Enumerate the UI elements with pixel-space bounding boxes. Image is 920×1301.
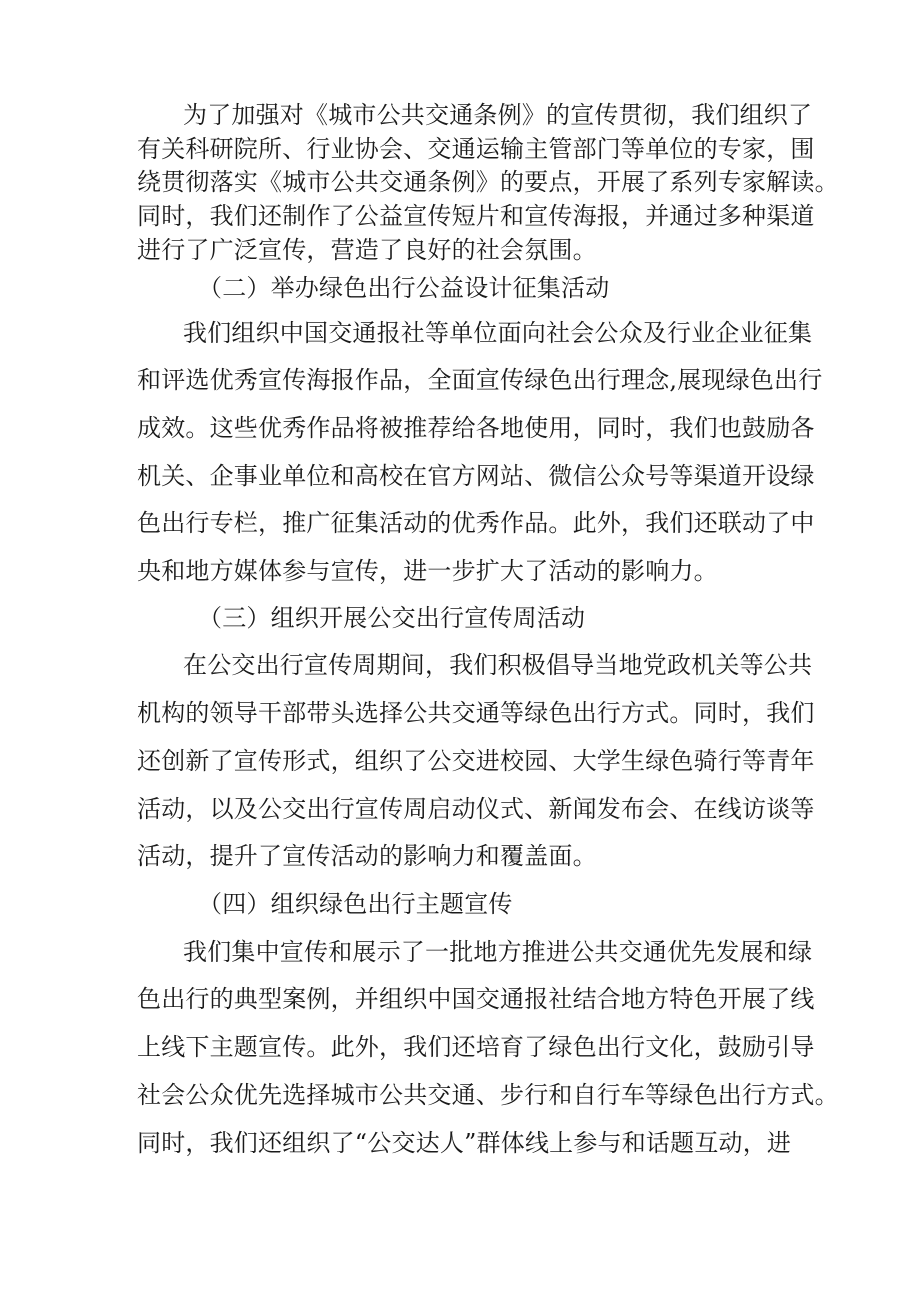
text-line: 我们集中宣传和展示了一批地方推进公共交通优先发展和绿: [183, 938, 813, 966]
section-heading-transit-week: （三）组织开展公交出行宣传周活动: [198, 604, 586, 632]
text-line: 活动，提升了宣传活动的影响力和覆盖面。: [137, 842, 597, 870]
section-heading-green-design: （二）举办绿色出行公益设计征集活动: [198, 274, 610, 302]
text-line: 成效。这些优秀作品将被推荐给各地使用，同时，我们也鼓励各: [137, 414, 815, 442]
text-line: 机构的领导干部带头选择公共交通等绿色出行方式。同时，我们: [137, 699, 815, 727]
text-line: 社会公众优先选择城市公共交通、步行和自行车等绿色出行方式。: [137, 1081, 839, 1109]
text-line: 同时，我们还组织了“公交达人”群体线上参与和话题互动，进: [137, 1129, 792, 1157]
section-heading-green-theme: （四）组织绿色出行主题宣传: [198, 890, 513, 918]
text-line: 上线下主题宣传。此外，我们还培育了绿色出行文化，鼓励引导: [137, 1033, 815, 1061]
text-line: 央和地方媒体参与宣传，进一步扩大了活动的影响力。: [137, 557, 718, 585]
text-line: 我们组织中国交通报社等单位面向社会公众及行业企业征集: [183, 319, 813, 347]
text-line: 为了加强对《城市公共交通条例》的宣传贯彻，我们组织了: [183, 101, 813, 129]
text-line: 进行了广泛宣传，营造了良好的社会氛围。: [137, 236, 597, 264]
text-line: 色出行的典型案例，并组织中国交通报社结合地方特色开展了线: [137, 985, 815, 1013]
text-line: 活动，以及公交出行宣传周启动仪式、新闻发布会、在线访谈等: [137, 795, 815, 823]
text-line: 色出行专栏，推广征集活动的优秀作品。此外，我们还联动了中: [137, 509, 815, 537]
text-line: 和评选优秀宣传海报作品，全面宣传绿色出行理念,展现绿色出行: [137, 366, 823, 394]
text-line: 机关、企事业单位和高校在官方网站、微信公众号等渠道开设绿: [137, 462, 815, 490]
text-line: 绕贯彻落实《城市公共交通条例》的要点，开展了系列专家解读。: [137, 168, 839, 196]
text-line: 有关科研院所、行业协会、交通运输主管部门等单位的专家，围: [137, 135, 815, 163]
text-line: 在公交出行宣传周期间，我们积极倡导当地党政机关等公共: [183, 651, 813, 679]
text-line: 还创新了宣传形式，组织了公交进校园、大学生绿色骑行等青年: [137, 747, 815, 775]
text-line: 同时，我们还制作了公益宣传短片和宣传海报，并通过多种渠道: [137, 202, 815, 230]
